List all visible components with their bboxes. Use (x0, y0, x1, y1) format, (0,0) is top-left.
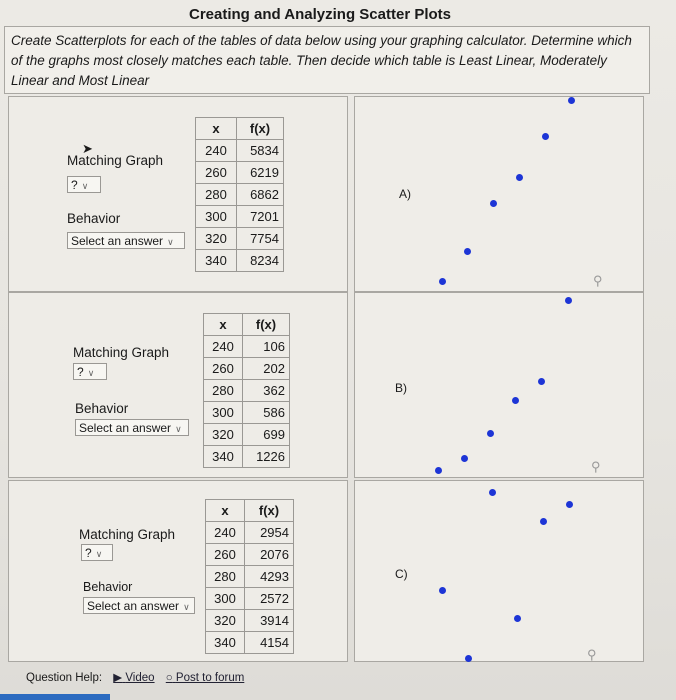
row-1 (8, 96, 650, 292)
table-row: 260 6219 (196, 162, 284, 184)
graph-b-point (565, 297, 572, 304)
table-row: 280 6862 (196, 184, 284, 206)
behavior-label: Behavior (75, 401, 129, 416)
table-row: 260 2076 (206, 544, 294, 566)
table-row: 240 106 (204, 336, 290, 358)
video-link[interactable]: ▶ Video (113, 672, 155, 684)
data-table-3 (205, 499, 294, 654)
speech-bubble-icon: ○ (165, 672, 173, 684)
graph-a-point (516, 174, 523, 181)
col-x-header: x (204, 314, 243, 336)
help-label: Question Help: (26, 672, 103, 684)
bottom-accent-bar (0, 694, 110, 700)
data-table-1 (195, 117, 284, 272)
graph-a-label: A) (399, 187, 411, 201)
graph-a-point (439, 278, 446, 285)
graph-c-point (489, 489, 496, 496)
page-title: Creating and Analyzing Scatter Plots (189, 6, 451, 23)
table-row: 320 699 (204, 424, 290, 446)
graph-c-point (540, 518, 547, 525)
graph-c-point (465, 655, 472, 662)
col-x-header: x (206, 500, 245, 522)
table-row: 260 202 (204, 358, 290, 380)
data-table-2 (203, 313, 290, 468)
mouse-cursor-icon: ➤ (82, 141, 93, 156)
matching-graph-label: Matching Graph (67, 153, 164, 168)
row-3 (8, 480, 650, 662)
forum-link[interactable]: ○ Post to forum (165, 672, 245, 684)
behavior-select-3[interactable]: Select an answer ∨ (83, 597, 195, 614)
table-row: 340 1226 (204, 446, 290, 468)
table-row: 320 7754 (196, 228, 284, 250)
table-row: 340 4154 (206, 632, 294, 654)
row-2 (8, 292, 650, 478)
row-1-controls (8, 96, 348, 292)
col-fx-header: f(x) (237, 118, 284, 140)
matching-graph-label: Matching Graph (73, 345, 170, 360)
graph-b-point (487, 430, 494, 437)
table-row: 320 3914 (206, 610, 294, 632)
behavior-select-1[interactable]: Select an answer ∨ (67, 232, 185, 249)
chevron-down-icon: ∨ (95, 549, 103, 559)
graph-a-point (490, 200, 497, 207)
zoom-icon[interactable]: ⚲ (591, 459, 601, 474)
table-row: 300 2572 (206, 588, 294, 610)
chevron-down-icon: ∨ (87, 368, 95, 378)
table-row: 300 586 (204, 402, 290, 424)
graph-a-point (568, 97, 575, 104)
behavior-select-2[interactable]: Select an answer ∨ (75, 419, 189, 436)
instructions: Create Scatterplots for each of the tables of data below using your graphing calculator. Determine which of the graphs most closely matches each table. Then decide which table is Least Linear, Moderately Linear and Most Linear (4, 26, 650, 94)
zoom-icon[interactable]: ⚲ (593, 273, 603, 288)
table-row: 340 8234 (196, 250, 284, 272)
table-row: 300 7201 (196, 206, 284, 228)
chevron-down-icon: ∨ (175, 424, 182, 434)
graph-c-point (566, 501, 573, 508)
row-3-controls (8, 480, 348, 662)
col-x-header: x (196, 118, 237, 140)
graph-c-label: C) (395, 567, 408, 581)
table-row: 280 362 (204, 380, 290, 402)
col-fx-header: f(x) (243, 314, 290, 336)
row-2-controls (8, 292, 348, 478)
matching-graph-select-3[interactable]: ? ∨ (81, 544, 113, 561)
col-fx-header: f(x) (245, 500, 294, 522)
graph-b-point (461, 455, 468, 462)
graph-b-point (435, 467, 442, 474)
graph-b-point (538, 378, 545, 385)
question-help (26, 670, 244, 684)
graph-b-label: B) (395, 381, 407, 395)
chevron-down-icon: ∨ (81, 181, 89, 191)
matching-graph-label: Matching Graph (79, 527, 176, 542)
graph-a[interactable] (354, 96, 644, 292)
matching-graph-select-1[interactable]: ? ∨ (67, 176, 101, 193)
graph-b-point (512, 397, 519, 404)
video-icon: ▶ (113, 672, 123, 684)
table-row: 240 5834 (196, 140, 284, 162)
behavior-label: Behavior (83, 580, 133, 594)
chevron-down-icon: ∨ (183, 602, 190, 612)
table-row: 240 2954 (206, 522, 294, 544)
graph-c[interactable] (354, 480, 644, 662)
graph-c-point (514, 615, 521, 622)
matching-graph-select-2[interactable]: ? ∨ (73, 363, 107, 380)
graph-c-point (439, 587, 446, 594)
chevron-down-icon: ∨ (167, 237, 174, 247)
graph-a-point (464, 248, 471, 255)
table-row: 280 4293 (206, 566, 294, 588)
graph-b[interactable] (354, 292, 644, 478)
behavior-label: Behavior (67, 211, 121, 226)
zoom-icon[interactable]: ⚲ (587, 647, 597, 662)
graph-a-point (542, 133, 549, 140)
